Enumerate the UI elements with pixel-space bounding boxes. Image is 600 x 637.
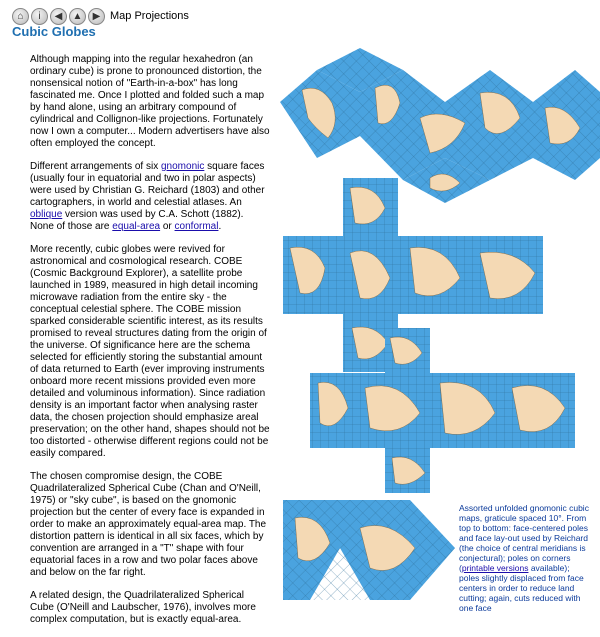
caption-text-2: available); poles slightly displaced from face centers in order to reduce land cutting; again, cuts reduced with one face: [459, 563, 584, 613]
oblique-link[interactable]: oblique: [30, 209, 63, 220]
nav-bar: [12, 6, 189, 26]
equal-area-link[interactable]: equal-area: [112, 221, 161, 232]
paragraph-4: The chosen compromise design, the COBE Quadrilateralized Spherical Cube (Chan and O'Neill, 1975) or "sky cube", is based on the gnomonic projection but the center of every face is expanded in order to make an approximately equal-area map. The distortion pattern is identical in all six faces, which by convention are arranged in a "T" shape with four equatorial faces in a row and two polar faces above and below on the far right.: [30, 471, 267, 578]
printable-versions-link[interactable]: printable versions: [461, 563, 529, 573]
p2-text-2: square faces (usually four in equatorial and two in polar aspects) were used by Christian G. Reichard (1803) and other cartographers, in world and celestial atlases. An: [30, 161, 265, 208]
caption-text-1: Assorted unfolded gnomonic cubic maps, graticule spaced 10°. From top to bottom: face-centered poles and face lay-out used by Reichard (the choice of central meridians is conjectural); poles on corners (: [459, 503, 589, 573]
p2-text-3: version was used by C.A. Schott (1882). None of those are: [30, 209, 244, 232]
map-reduced-cuts: [283, 500, 455, 600]
p2-text-1: Different arrangements of six: [30, 161, 161, 172]
paragraph-1: Although mapping into the regular hexahedron (an ordinary cube) is prone to pronounced distortion, the nonsensical notion of "Earth-in-a-box" has long fascinated me. Once I plotted and folded such a map by hand alone, using an arbitrary compound of cylindrical and Collignon-like projections. Fortunately now I own a computer... Modern advertisers have also often employed the concept.: [30, 54, 270, 149]
info-icon[interactable]: i: [31, 8, 48, 25]
conformal-link[interactable]: conformal: [174, 221, 219, 232]
home-icon[interactable]: ⌂: [12, 8, 29, 25]
paragraph-5: A related design, the Quadrilateralized Spherical Cube (O'Neill and Laubscher, 1976), involves more complex computation, but is exactly equal-area.: [30, 590, 256, 625]
map-caption: [459, 503, 589, 613]
back-icon[interactable]: ◀: [50, 8, 67, 25]
article-text: [30, 54, 270, 637]
page-title: Cubic Globes: [12, 24, 96, 39]
paragraph-2: [30, 161, 270, 233]
p2-text-5: .: [218, 221, 222, 232]
map-reichard-layout: [280, 48, 600, 203]
paragraph-3: More recently, cubic globes were revived for astronomical and cosmological research. COBE (Cosmic Background Explorer), a satellite probe launched in 1989, measured in high detail incoming microwave radiation from the entire sky - the conceptual celestial sphere. The COBE mission sparked considerable scientific interest, as its results promised to reveal structures dating from the origin of the universe. Of significance here are the schema selected for efficiently storing the substantial amount of data returned to Earth (ever improving instruments onboard more recent missions provided even more detailed and voluminous information). Since radiation density is an important factor when analysing raster data, the chosen projection should emphasize areal preservation; on the other hand, shapes should not be too distorted - otherwise different regions could not be easily compared.: [30, 244, 270, 459]
gnomonic-link[interactable]: gnomonic: [161, 161, 205, 172]
forward-icon[interactable]: ▶: [88, 8, 105, 25]
p2-text-4: or: [160, 221, 175, 232]
up-icon[interactable]: ▲: [69, 8, 86, 25]
nav-title[interactable]: Map Projections: [110, 10, 189, 22]
